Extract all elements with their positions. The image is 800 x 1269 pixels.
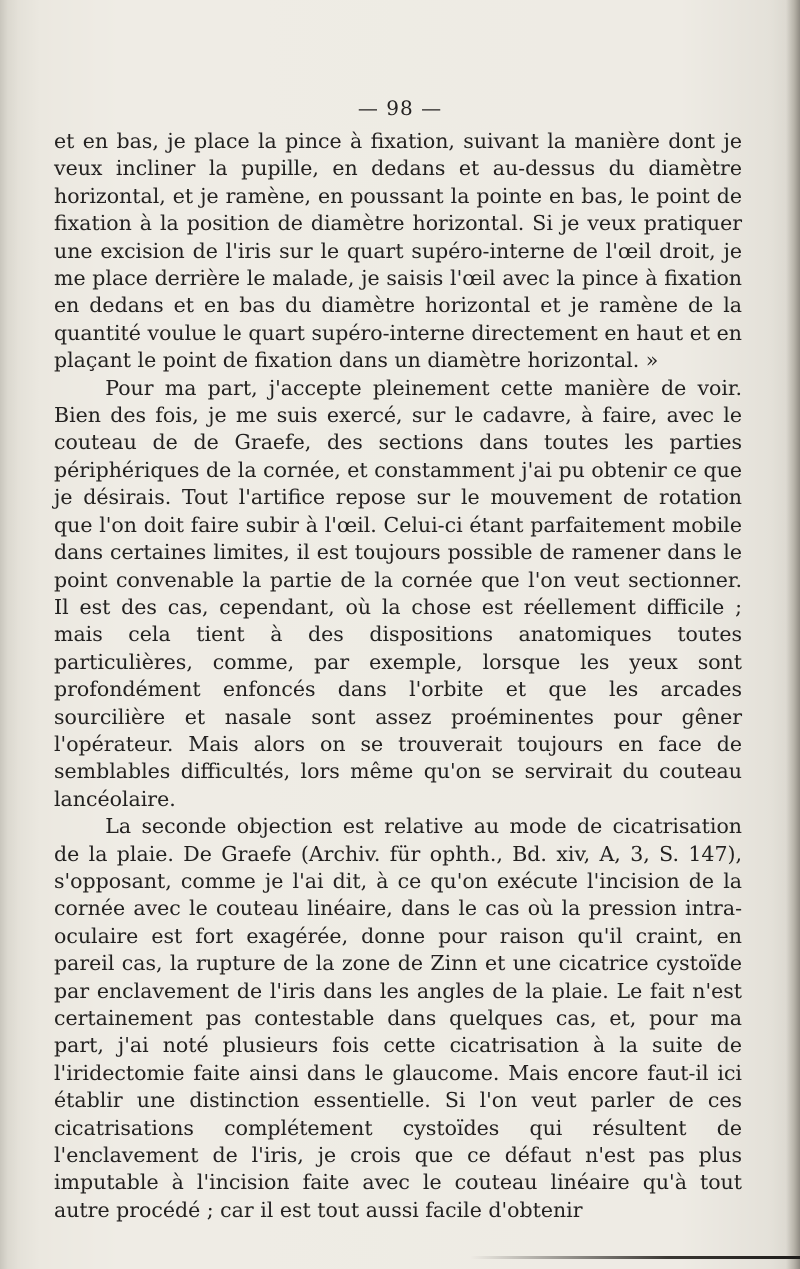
page-right-edge-shadow: [786, 0, 800, 1269]
page-number: — 98 —: [357, 96, 443, 120]
bottom-edge-shadow: [470, 1256, 800, 1259]
paragraph-2: Pour ma part, j'accepte pleinement cette manière de voir. Bien des fois, je me suis exercé, sur le cadavre, à faire, avec le couteau de de Graefe, des sections dans toutes les parties périphériques de la cornée, et constamment j'ai pu obtenir ce que je désirais. Tout l'artifice repose sur le mouvement de rotation que l'on doit faire subir à l'œil. Celui-ci étant parfaitement mobile dans certaines limites, il est toujours possible de ramener dans le point convenable la partie de la cornée que l'on veut sectionner. Il est des cas, cependant, où la chose est réellement difficile ; mais cela tient à des dispositions anatomiques toutes particulières, comme, par exemple, lorsque les yeux sont profondément enfoncés dans l'orbite et que les arcades sourcilière et nasale sont assez proéminentes pour gêner l'opérateur. Mais alors on se trouverait toujours en face de semblables difficultés, lors même qu'on se servirait du couteau lancéolaire.: [54, 375, 742, 811]
page-left-edge-shadow: [0, 0, 18, 1269]
paragraph-1: et en bas, je place la pince à fixation, suivant la manière dont je veux incliner la pupille, en dedans et au-dessus du diamètre horizontal, et je ramène, en poussant la pointe en bas, le point de fixation à la position de diamètre horizontal. Si je veux pratiquer une excision de l'iris sur le quart supéro-interne de l'œil droit, je me place derrière le malade, je saisis l'œil avec la pince à fixation en dedans et en bas du diamètre horizontal et je ramène de la quantité voulue le quart supéro-interne directement en haut et en plaçant le point de fixation dans un diamètre horizontal. »: [54, 129, 742, 373]
paragraph-3: La seconde objection est relative au mode de cicatrisation de la plaie. De Graefe (Archiv. für ophth., Bd. xiv, A, 3, S. 147), s'opposant, comme je l'ai dit, à ce qu'on exécute l'incision de la cornée avec le couteau linéaire, dans le cas où la pression intra-oculaire est fort exagérée, donne pour raison qu'il craint, en pareil cas, la rupture de la zone de Zinn et une cicatrice cystoïde par enclavement de l'iris dans les angles de la plaie. Le fait n'est certainement pas contestable dans quelques cas, et, pour ma part, j'ai noté plusieurs fois cette cicatrisation à la suite de l'iridectomie faite ainsi dans le glaucome. Mais encore faut-il ici établir une distinction essentielle. Si l'on veut parler de ces cicatrisations complétement cystoïdes qui résultent de l'enclavement de l'iris, je crois que ce défaut n'est pas plus imputable à l'incision faite avec le couteau linéaire qu'à tout autre procédé ; car il est tout aussi facile d'obtenir: [54, 814, 742, 1222]
body-text: [54, 128, 742, 1224]
